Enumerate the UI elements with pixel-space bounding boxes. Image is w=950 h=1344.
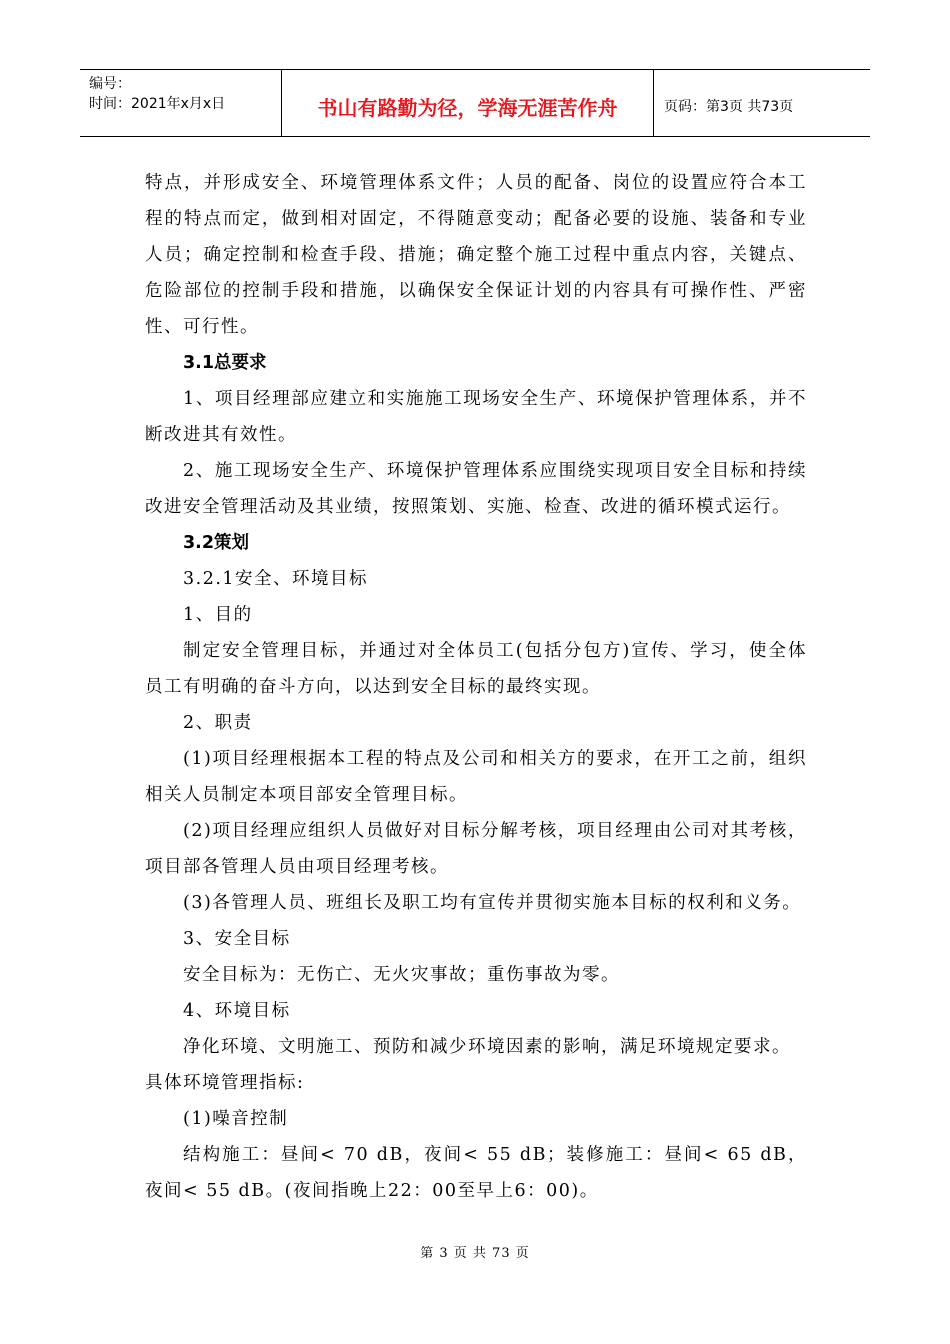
item-title: 4、环境目标 — [183, 1001, 291, 1021]
item-title: 1、目的 — [183, 605, 253, 625]
paragraph: 制定安全管理目标，并通过对全体员工(包括分包方)宣传、学习，使全体员工有明确的奋斗方向，以达到安全目标的最终实现。 — [145, 641, 807, 697]
section-heading-3-2: 3.2策划 — [183, 533, 250, 553]
paragraph: 1、项目经理部应建立和实施施工现场安全生产、环境保护管理体系，并不断改进其有效性。 — [145, 389, 807, 445]
document-header — [80, 69, 870, 137]
paragraph: 结构施工：昼间< 70 dB，夜间< 55 dB；装修施工：昼间< 65 dB，夜间< 55 dB。(夜间指晚上22：00至早上6：00)。 — [145, 1145, 807, 1201]
item-title: 2、职责 — [183, 713, 253, 733]
item-title: (1)噪音控制 — [183, 1109, 289, 1129]
paragraph: (3)各管理人员、班组长及职工均有宣传并贯彻实施本目标的权利和义务。 — [183, 893, 802, 913]
header-page-info: 页码：第3页 共73页 — [664, 99, 794, 115]
header-meta — [80, 70, 282, 136]
code-label: 编号： — [89, 76, 131, 92]
paragraph: 特点，并形成安全、环境管理体系文件；人员的配备、岗位的设置应符合本工程的特点而定，做到相对固定，不得随意变动；配备必要的设施、装备和专业人员；确定控制和检查手段、措施；确定整个施工过程中重点内容，关键点、危险部位的控制手段和措施，以确保安全保证计划的内容具有可操作性、严密性、可行性。 — [145, 173, 807, 337]
date-label: 时间：2021年x月x日 — [89, 96, 226, 112]
paragraph: 具体环境管理指标: — [145, 1073, 305, 1093]
paragraph: (1)项目经理根据本工程的特点及公司和相关方的要求，在开工之前，组织相关人员制定本项目部安全管理目标。 — [145, 749, 807, 805]
page-footer: 第 3 页 共 73 页 — [420, 1246, 530, 1261]
paragraph: 净化环境、文明施工、预防和减少环境因素的影响，满足环境规定要求。 — [183, 1037, 791, 1057]
subsection-title: 3.2.1安全、环境目标 — [183, 569, 369, 589]
paragraph: (2)项目经理应组织人员做好对目标分解考核，项目经理由公司对其考核，项目部各管理人员由项目经理考核。 — [145, 821, 807, 877]
document-body — [145, 165, 807, 1209]
paragraph: 安全目标为：无伤亡、无火灾事故；重伤事故为零。 — [183, 965, 620, 985]
item-title: 3、安全目标 — [183, 929, 291, 949]
section-heading-3-1: 3.1总要求 — [183, 353, 267, 373]
paragraph: 2、施工现场安全生产、环境保护管理体系应围绕实现项目安全目标和持续改进安全管理活动及其业绩，按照策划、实施、检查、改进的循环模式运行。 — [145, 461, 807, 517]
header-motto: 书山有路勤为径，学海无涯苦作舟 — [282, 70, 654, 136]
